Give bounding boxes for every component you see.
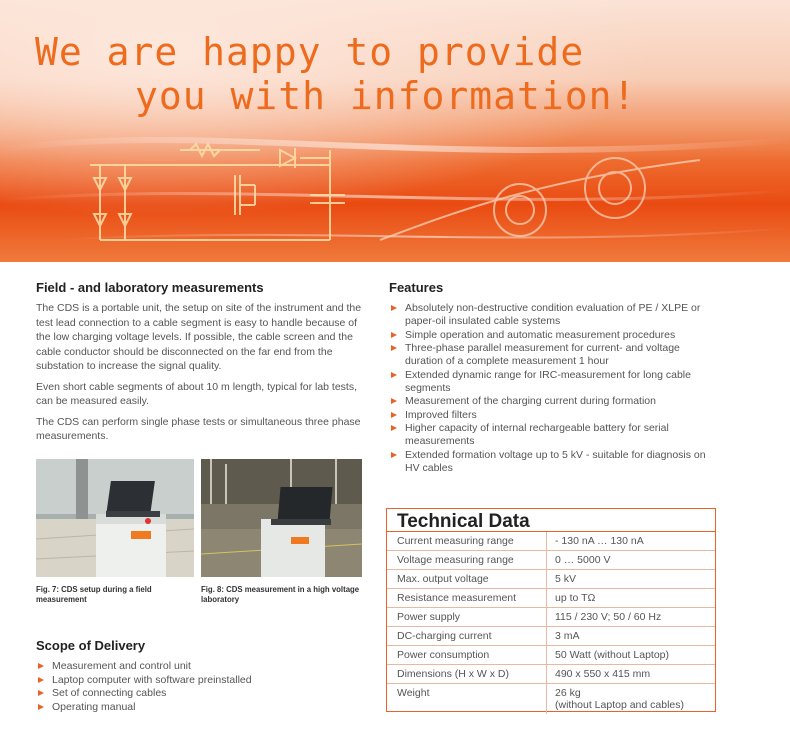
field-section: [36, 280, 366, 444]
cds-lab-measurement-image: [201, 459, 362, 577]
list-item: Measurement and control unit: [36, 660, 366, 673]
scope-section: [36, 638, 366, 714]
bullet-triangle-icon: [38, 704, 44, 710]
headline-line-1: We are happy to provide: [35, 30, 585, 74]
list-item: Set of connecting cables: [36, 687, 366, 700]
table-row: Dimensions (H x W x D) 490 x 550 x 415 mm: [387, 665, 715, 684]
table-row: Max. output voltage 5 kV: [387, 570, 715, 589]
table-row: Weight 26 kg (without Laptop and cables): [387, 684, 715, 714]
technical-data-table: [386, 508, 716, 712]
bullet-triangle-icon: [38, 663, 44, 669]
scope-heading: Scope of Delivery: [36, 638, 146, 653]
bullet-triangle-icon: [391, 305, 397, 311]
headline-line-2: you with information!: [135, 74, 637, 118]
figure-7-photo: [36, 459, 194, 577]
figure-8-photo: [201, 459, 362, 577]
scope-list: [36, 660, 366, 714]
cds-field-setup-image: [36, 459, 194, 577]
field-paragraph-3: The CDS can perform single phase tests or simultaneous three phase measurements.: [36, 415, 361, 442]
table-row: DC-charging current 3 mA: [387, 627, 715, 646]
field-paragraph-2: Even short cable segments of about 10 m length, typical for lab tests, can be measured easily.: [36, 380, 358, 407]
list-item: Higher capacity of internal rechargeable battery for serial measurements: [389, 422, 719, 448]
bullet-triangle-icon: [391, 425, 397, 431]
field-heading: Field - and laboratory measurements: [36, 280, 264, 295]
list-item: Measurement of the charging current during formation: [389, 395, 719, 408]
bullet-triangle-icon: [38, 690, 44, 696]
table-row: Power consumption 50 Watt (without Laptop): [387, 646, 715, 665]
bullet-triangle-icon: [391, 412, 397, 418]
bullet-triangle-icon: [38, 677, 44, 683]
table-row: Power supply 115 / 230 V; 50 / 60 Hz: [387, 608, 715, 627]
table-row: Resistance measurement up to TΩ: [387, 589, 715, 608]
bullet-triangle-icon: [391, 452, 397, 458]
field-paragraph-1: The CDS is a portable unit, the setup on site of the instrument and the test lead connection to a cable segment is easy to handle because of the low charging voltage levels. If possible, the cable screen and the cable conductor should be disconnected on the far end from the substation to increase the signal quality.: [36, 302, 362, 372]
bullet-triangle-icon: [391, 372, 397, 378]
figure-8-caption: Fig. 8: CDS measurement in a high voltage laboratory: [201, 585, 360, 604]
list-item: Laptop computer with software preinstalled: [36, 674, 366, 687]
list-item: Three-phase parallel measurement for current- and voltage duration of a complete measurement 1 hour: [389, 342, 719, 368]
list-item: Extended dynamic range for IRC-measurement for long cable segments: [389, 369, 719, 395]
features-heading: Features: [389, 280, 444, 295]
bullet-triangle-icon: [391, 345, 397, 351]
hero-banner: [0, 0, 790, 262]
list-item: Absolutely non-destructive condition evaluation of PE / XLPE or paper-oil insulated cable systems: [389, 302, 719, 328]
table-row: Voltage measuring range 0 … 5000 V: [387, 551, 715, 570]
table-row: Current measuring range - 130 nA … 130 nA: [387, 532, 715, 551]
bullet-triangle-icon: [391, 332, 397, 338]
list-item: Simple operation and automatic measurement procedures: [389, 329, 719, 342]
headline: [0, 30, 790, 118]
list-item: Operating manual: [36, 701, 366, 714]
figure-7-caption: Fig. 7: CDS setup during a field measurement: [36, 585, 152, 604]
features-section: [389, 280, 719, 475]
bullet-triangle-icon: [391, 398, 397, 404]
technical-data-title: Technical Data: [387, 509, 715, 532]
list-item: Extended formation voltage up to 5 kV - suitable for diagnosis on HV cables: [389, 449, 719, 475]
features-list: [389, 302, 719, 475]
list-item: Improved filters: [389, 409, 719, 422]
